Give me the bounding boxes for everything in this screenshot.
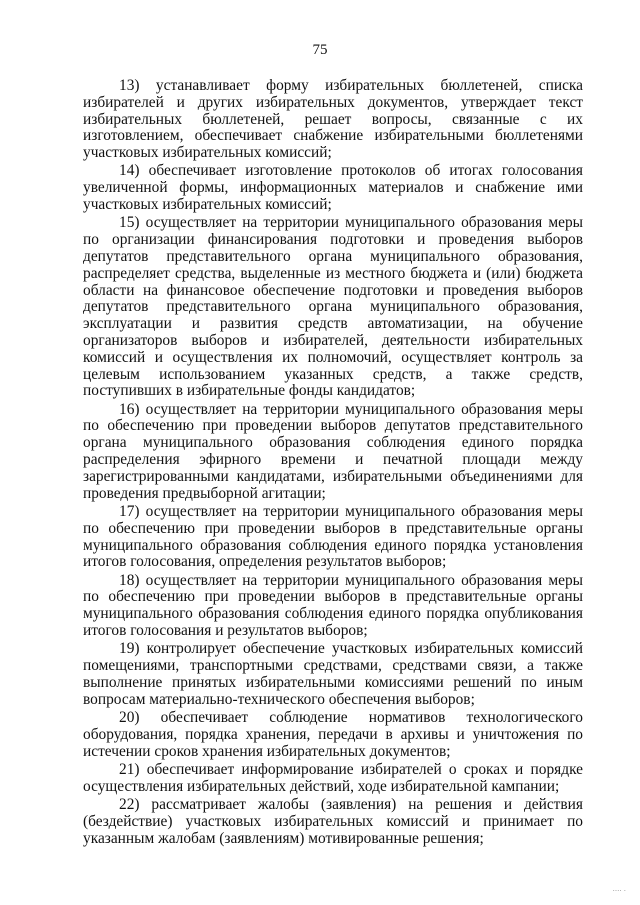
list-item: 16) осуществляет на территории муниципального образования меры по обеспечению при проведении выборов депутатов представительного органа муниципального образования соблюдения единого порядка распределения эфирного времени и печатной площади между зарегистрированными кандидатами, избирательными объединениями для проведения предвыборной агитации; bbox=[83, 400, 583, 502]
list-item: 17) осуществляет на территории муниципального образования меры по обеспечению при проведении выборов в представительные органы муниципального образования соблюдения единого порядка установления итогов голосования, определения результатов выборов; bbox=[83, 502, 583, 571]
list-item: 15) осуществляет на территории муниципального образования меры по организации финансирования подготовки и проведения выборов депутатов представительного органа муниципального образования, распределяет средства, выделенные из местного бюджета и (или) бюджета области на финансовое обеспечение подготовки и проведения выборов депутатов представительного органа муниципального образования, эксплуатации и развития средств автоматизации, на обучение организаторов выборов и избирателей, деятельности избирательных комиссий и осуществления их полномочий, осуществляет контроль за целевым использованием указанных средств, а также средств, поступивших в избирательные фонды кандидатов; bbox=[83, 214, 583, 400]
list-item: 14) обеспечивает изготовление протоколов об итогах голосования увеличенной формы, информационных материалов и снабжение ими участковых избирательных комиссий; bbox=[83, 162, 583, 214]
page-number: 75 bbox=[312, 42, 328, 58]
list-item: 18) осуществляет на территории муниципального образования меры по обеспечению при проведении выборов в представительные органы муниципального образования соблюдения единого порядка опубликования итогов голосования и результатов выборов; bbox=[83, 571, 583, 639]
document-body bbox=[83, 78, 583, 849]
list-item: 21) обеспечивает информирование избирателей о сроках и порядке осуществления избирательных действий, ходе избирательной кампании; bbox=[83, 760, 583, 795]
list-item: 20) обеспечивает соблюдение нормативов технологического оборудования, порядка хранения, передачи в архивы и уничтожения по истечении сроков хранения избирательных документов; bbox=[83, 708, 583, 760]
list-item: 22) рассматривает жалобы (заявления) на решения и действия (бездействие) участковых избирательных комиссий и принимает по указанным жалобам (заявлениям) мотивированные решения; bbox=[83, 795, 583, 847]
list-item: 19) контролирует обеспечение участковых избирательных комиссий помещениями, транспортными средствами, средствами связи, а также выполнение принятых избирательными комиссиями решений по иным вопросам материально-технического обеспечения выборов; bbox=[83, 640, 583, 708]
scan-mark: ···· · bbox=[612, 887, 626, 895]
list-item: 13) устанавливает форму избирательных бюллетеней, списка избирателей и других избирательных документов, утверждает текст избирательных бюллетеней, решает вопросы, связанные с их изготовлением, обеспечивает снабжение избирательными бюллетенями участковых избирательных комиссий; bbox=[83, 77, 583, 162]
